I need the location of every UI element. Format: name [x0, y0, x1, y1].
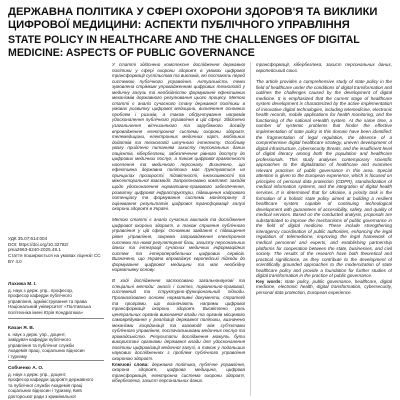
author-affiliation-line: соціальних відносин і туризму, Київ — [8, 388, 82, 394]
author-name: Качан Я. В. — [8, 326, 35, 331]
keywords-label: Ключові слова: — [112, 361, 149, 367]
keywords-label: Key words: — [256, 278, 282, 284]
author-affiliation-line: Академія праці, соціальних відносин — [8, 348, 85, 354]
doi-link[interactable]: DOI: https://doi.org/10.32782/ — [8, 241, 69, 247]
author-affiliation-line: і туризму — [8, 353, 28, 359]
article-metadata — [8, 236, 104, 265]
author-affiliation-line: Національний університет «Полтавська — [8, 304, 91, 310]
keywords-list: state policy, public governance, healthcare, digital medicine, electronic health, digital transformation, cybersecurity, personal data protection, European experience. — [256, 278, 392, 295]
author-affiliation-line: професор кафедри публічного — [8, 293, 72, 299]
abstract-ukrainian — [112, 62, 245, 398]
abstract-english-body: The article provides a comprehensive study of state policy in the field of healthcare under the conditions of digital transformation and outlines the challenges caused by the development of digital medicine. It is emphasized that the current stage of healthcare system development is characterized by the active implementation of innovative digital technologies, including telemedicine, electronic health records, mobile applications for health monitoring, and the functioning of the national eHealth system. At the same time, a number of systemic problems that hinder the effective implementation of state policy in this domain have been identified: the fragmentation of legal regulation, the absence of a comprehensive digital healthcare strategy, uneven development of digital infrastructure, cybersecurity threats, and the insufficient level of digital literacy among both the population and healthcare professionals. This study analyses contemporary scientific approaches to the digitalization of healthcare and examines relevant practices of public governance in this area. Special attention is given to the European experience, which is focused on principles of personal data protection (GDPR), standardization of medical information systems, and the integration of digital health services. It is determined that for Ukraine, a priority task is the formation of a holistic state policy aimed at building a resilient healthcare system capable of continuing technological development with guarantees of accessibility, safety, and quality of medical services. Based on the conducted analysis, proposals are substantiated to improve the mechanisms of public governance in the field of digital medicine. These include strengthening interagency coordination of public authorities, enhancing the legal regulation of telemedicine, improving the legal framework of medical personnel and experts, and establishing partnership platforms for cooperation between the state, businesses, and civil society. The results of the research have both theoretical and practical significance, as they contribute to the development of scientifically grounded approaches to the modernization of state healthcare policy and provide a foundation for further studies of digital transformation in the practice of public governance. — [256, 79, 392, 279]
author-name: Собченко А. О. — [8, 366, 44, 371]
keywords-list: державна політика, публічне управління, охорона здоров'я, цифрова медицина, цифрова трансформація, електронна система охорони здоров'я, кібербезпека, захист персональних даних. — [112, 361, 245, 384]
author-affiliation-line: професор кафедри здоров'я державного — [8, 377, 94, 383]
keywords-ukrainian — [112, 362, 245, 384]
author-3 — [8, 366, 104, 400]
author-affiliation-line: к. наук з держ. упр., доцент, — [8, 331, 66, 337]
author-1 — [8, 282, 104, 316]
author-affiliation-line: політехніка імені Юрія Кондратюка» — [8, 309, 84, 315]
author-affiliation-line: д. наук з держ. упр., професор, — [8, 287, 74, 293]
keywords-continuation: трансформації, кібербезпека, захист персональних даних, європейський союз. — [256, 62, 392, 73]
article-title-english: STATE POLICY IN HEALTHCARE AND THE CHALLENGES OF DIGITAL MEDICINE: ASPECTS OF PUBLIC GOVERNANCE — [8, 34, 360, 59]
author-affiliation-line: докторської ради з кримінальної — [8, 393, 76, 399]
author-affiliation-line: управління, адміністрування та права — [8, 298, 87, 304]
column-divider — [250, 62, 251, 396]
author-divider — [8, 360, 104, 361]
license-note: Стаття поширюється на умовах ліцензії CC BY 4.0 — [8, 253, 101, 264]
author-name: Лахижа М. І. — [8, 282, 37, 287]
doi-suffix: pma2663-6240-2025.48.1 — [8, 247, 61, 253]
author-divider — [8, 318, 104, 319]
article-title-ukrainian: ДЕРЖАВНА ПОЛІТИКА У СФЕРІ ОХОРОНИ ЗДОРОВ'Я ТА ВИКЛИКИ ЦИФРОВОЇ МЕДИЦИНИ: АСПЕКТИ ПУБЛІЧНОГО УПРАВЛІННЯ — [8, 6, 378, 31]
udc-code: УДК 35.07:614:004 — [8, 236, 48, 241]
author-affiliation-line: та публічної служби Академія праці — [8, 382, 83, 388]
keywords-english — [256, 279, 392, 296]
author-affiliation-line: д. наук з держ. упр., доцент, — [8, 371, 67, 377]
author-affiliation-line: управління та публічної служби — [8, 342, 74, 348]
author-2 — [8, 326, 104, 360]
abstract-english — [256, 62, 392, 398]
abstract-ukrainian-body: У статті здійснено комплексне дослідження державної політики у сфері охорони здоров'я в умовах цифрової трансформації суспільства та викликів, які постають перед системою публічного управління. Актуальність теми зумовлена стрімким упровадженням цифрових технологій у медичну галузь та необхідністю формування ефективних механізмів державного регулювання цього процесу. Метою статті є аналіз сучасного стану державної політики в умовах розвитку цифрової медицини, визначення основних проблем і ризиків, а також обґрунтування напрямів удосконалення публічного управління в цій сфері. Здійснено узагальнення вітчизняного та зарубіжного досвіду впровадження електронної системи охорони здоров'я, телемедицини, електронних медичних карт, мобільних додатків та технологій штучного інтелекту. Особливу увагу приділено питанням захисту персональних даних пацієнтів, кібербезпеки, забезпечення рівного доступу до цифрових медичних послуг, а також цифрової грамотності населення та медичного персоналу. Визначено, що ефективна державна політика має ґрунтуватися на принципах прозорості, підзвітності, інклюзивності та міжсекторальної взаємодії. Запропоновано комплекс заходів щодо удосконалення нормативно-правового забезпечення, розвитку цифрової інфраструктури, підвищення кадрового потенціалу та формування системи моніторингу й оцінювання результатів цифрової трансформації галузі охорони здоров'я в Україні. Метою статті є аналіз сучасних викликів та дослідження цифрової охорони здоров'я, а також сприяння публічного управління у цій сфері. Основним завдання є підвищення рівня управління, зокрема запровадження електронної системи та нової регуляторної бази, захисту персональних даних та інтеграції сучасних медичних інформаційних систем та інтероперабельних цифрових сервісів. Визначено, що Україна впроваджує європейські підходи до формування цифрової медицини та має необхідну нормативну основу. В ході дослідження застосовано загальнонаукові та спеціальні методи: аналіз і синтез, порівняльно-правовий, системний та структурно-функціональний підходи. Проаналізовано основні нормативні документи, стратегії та програми, що визначають напрями цифрової трансформації охорони здоров'я. Висвітлено роль центральних органів виконавчої влади та органів місцевого самоврядування у реалізації державної політики, визначено механізми координації та взаємодії між суб'єктами публічного управління, постачальниками медичних послуг та громадськістю. Результати дослідження можуть бути використані органами державної влади для удосконалення політики цифровізації медичної галузі, а також у подальших наукових дослідженнях з проблем публічного управління охороною здоров'я. — [112, 62, 245, 361]
author-affiliation-line: завідувач кафедри публічного — [8, 337, 71, 343]
